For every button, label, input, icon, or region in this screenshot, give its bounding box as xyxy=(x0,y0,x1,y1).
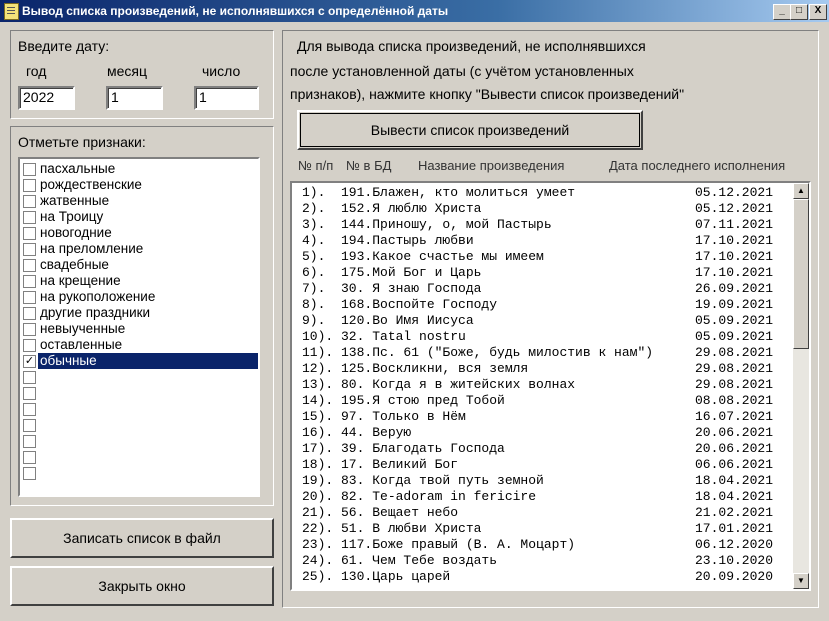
work-title: 13). 80. Когда я в житейских волнах xyxy=(302,377,576,392)
work-title: 24). 61. Чем Тебе воздать xyxy=(302,553,498,568)
work-row[interactable] xyxy=(302,361,788,377)
date-heading: Введите дату: xyxy=(18,38,110,54)
day-input[interactable]: 1 xyxy=(194,86,259,110)
work-date: 16.07.2021 xyxy=(695,409,774,424)
instruction-line-3: признаков), нажмите кнопку "Вывести список произведений" xyxy=(290,86,685,102)
work-title: 25). 130.Царь царей xyxy=(302,569,451,584)
work-date: 19.09.2021 xyxy=(695,297,774,312)
work-title: 16). 44. Верую xyxy=(302,425,412,440)
work-row[interactable] xyxy=(302,425,788,441)
checkbox-icon[interactable] xyxy=(23,211,36,224)
month-input[interactable]: 1 xyxy=(106,86,163,110)
feature-item[interactable] xyxy=(22,401,258,417)
work-date: 23.10.2020 xyxy=(695,553,774,568)
checkbox-icon[interactable] xyxy=(23,323,36,336)
work-title: 19). 83. Когда твой путь земной xyxy=(302,473,544,488)
work-row[interactable] xyxy=(302,329,788,345)
work-title: 9). 120.Во Имя Иисуса xyxy=(302,313,474,328)
feature-item-label: новогодние xyxy=(40,225,112,240)
work-row[interactable] xyxy=(302,409,788,425)
feature-item[interactable] xyxy=(22,465,258,481)
work-date: 07.11.2021 xyxy=(695,217,774,232)
work-date: 05.12.2021 xyxy=(695,201,774,216)
work-title: 5). 193.Какое счастье мы имеем xyxy=(302,249,544,264)
close-button[interactable]: X xyxy=(809,4,827,20)
feature-item[interactable] xyxy=(22,337,258,353)
column-date: Дата последнего исполнения xyxy=(609,158,786,173)
work-row[interactable] xyxy=(302,537,788,553)
feature-item[interactable] xyxy=(22,177,258,193)
work-row[interactable] xyxy=(302,521,788,537)
instruction-line-1: Для вывода списка произведений, не исполнявшихся xyxy=(297,38,646,54)
work-title: 3). 144.Приношу, о, мой Пастырь xyxy=(302,217,552,232)
work-title: 22). 51. В любви Христа xyxy=(302,521,482,536)
work-date: 20.06.2021 xyxy=(695,425,774,440)
scroll-up-icon[interactable]: ▲ xyxy=(793,183,809,199)
checkbox-icon[interactable] xyxy=(23,451,36,464)
close-window-button[interactable]: Закрыть окно xyxy=(10,566,274,606)
work-row[interactable] xyxy=(302,249,788,265)
scroll-thumb[interactable] xyxy=(793,199,809,349)
work-date: 21.02.2021 xyxy=(695,505,774,520)
work-title: 8). 168.Воспойте Господу xyxy=(302,297,498,312)
feature-item[interactable] xyxy=(22,385,258,401)
work-row[interactable] xyxy=(302,489,788,505)
feature-item[interactable] xyxy=(22,417,258,433)
feature-item[interactable] xyxy=(22,209,258,225)
work-date: 26.09.2021 xyxy=(695,281,774,296)
work-title: 20). 82. Te-adoram in fericire xyxy=(302,489,537,504)
feature-item-label: невыученные xyxy=(40,321,126,336)
maximize-button[interactable]: □ xyxy=(790,4,808,20)
column-db: № в БД xyxy=(346,158,392,173)
feature-item-label: на рукоположение xyxy=(40,289,156,304)
feature-item[interactable] xyxy=(22,257,258,273)
work-date: 17.10.2021 xyxy=(695,249,774,264)
work-row[interactable] xyxy=(302,233,788,249)
feature-item-label: на преломление xyxy=(40,241,144,256)
checkbox-icon[interactable] xyxy=(23,275,36,288)
work-row[interactable] xyxy=(302,201,788,217)
work-row[interactable] xyxy=(302,569,788,585)
show-list-button[interactable]: Вывести список произведений xyxy=(297,110,643,150)
feature-item[interactable] xyxy=(22,433,258,449)
scroll-down-icon[interactable]: ▼ xyxy=(793,573,809,589)
work-row[interactable] xyxy=(302,185,788,201)
work-title: 12). 125.Воскликни, вся земля xyxy=(302,361,529,376)
feature-item[interactable] xyxy=(22,273,258,289)
work-title: 18). 17. Великий Бог xyxy=(302,457,459,472)
feature-item-label: жатвенные xyxy=(40,193,110,208)
title-bar[interactable] xyxy=(0,0,829,22)
feature-item[interactable] xyxy=(22,241,258,257)
column-name: Название произведения xyxy=(418,158,565,173)
day-label: число xyxy=(202,63,241,79)
feature-item[interactable] xyxy=(22,305,258,321)
work-title: 10). 32. Tatal nostru xyxy=(302,329,466,344)
work-date: 05.12.2021 xyxy=(695,185,774,200)
checkbox-icon[interactable] xyxy=(23,467,36,480)
checkbox-icon[interactable] xyxy=(23,339,36,352)
feature-item[interactable] xyxy=(22,369,258,385)
work-row[interactable] xyxy=(302,281,788,297)
work-title: 2). 152.Я люблю Христа xyxy=(302,201,482,216)
work-date: 29.08.2021 xyxy=(695,377,774,392)
feature-item-label: пасхальные xyxy=(40,161,116,176)
work-title: 15). 97. Только в Нём xyxy=(302,409,466,424)
work-row[interactable] xyxy=(302,217,788,233)
feature-item-label: на крещение xyxy=(40,273,121,288)
work-date: 06.12.2020 xyxy=(695,537,774,552)
feature-item[interactable] xyxy=(22,161,258,177)
checkbox-icon[interactable] xyxy=(23,227,36,240)
checked-checkbox-icon[interactable]: ✓ xyxy=(24,355,35,367)
work-title: 6). 175.Мой Бог и Царь xyxy=(302,265,482,280)
work-title: 1). 191.Блажен, кто молиться умеет xyxy=(302,185,576,200)
checkbox-icon[interactable] xyxy=(23,179,36,192)
work-row[interactable] xyxy=(302,377,788,393)
checkbox-icon[interactable] xyxy=(23,435,36,448)
work-row[interactable] xyxy=(302,473,788,489)
work-date: 29.08.2021 xyxy=(695,361,774,376)
work-date: 05.09.2021 xyxy=(695,329,774,344)
work-row[interactable] xyxy=(302,441,788,457)
work-title: 23). 117.Боже правый (В. А. Моцарт) xyxy=(302,537,576,552)
work-date: 18.04.2021 xyxy=(695,489,774,504)
features-heading: Отметьте признаки: xyxy=(18,134,146,150)
checkbox-icon[interactable] xyxy=(23,387,36,400)
work-title: 4). 194.Пастырь любви xyxy=(302,233,474,248)
work-title: 14). 195.Я стою пред Тобой xyxy=(302,393,505,408)
work-date: 08.08.2021 xyxy=(695,393,774,408)
work-date: 17.01.2021 xyxy=(695,521,774,536)
year-label: год xyxy=(26,63,47,79)
checkbox-icon[interactable] xyxy=(23,371,36,384)
work-date: 05.09.2021 xyxy=(695,313,774,328)
work-date: 17.10.2021 xyxy=(695,265,774,280)
work-row[interactable] xyxy=(302,505,788,521)
work-row[interactable] xyxy=(302,265,788,281)
work-title: 11). 138.Пс. 61 ("Боже, будь милостив к нам") xyxy=(302,345,654,360)
works-scrollbar[interactable] xyxy=(793,183,809,589)
column-num: № п/п xyxy=(298,158,334,173)
instruction-line-2: после установленной даты (с учётом установленных xyxy=(290,63,634,79)
work-row[interactable] xyxy=(302,553,788,569)
works-list[interactable] xyxy=(290,181,811,591)
feature-item[interactable] xyxy=(22,289,258,305)
feature-item-label: свадебные xyxy=(40,257,109,272)
minimize-button[interactable]: _ xyxy=(773,4,791,20)
month-label: месяц xyxy=(107,63,148,79)
work-date: 06.06.2021 xyxy=(695,457,774,472)
checkbox-icon[interactable] xyxy=(23,195,36,208)
feature-item[interactable] xyxy=(22,321,258,337)
work-row[interactable] xyxy=(302,345,788,361)
work-title: 7). 30. Я знаю Господа xyxy=(302,281,482,296)
checkbox-icon[interactable] xyxy=(23,243,36,256)
features-checklist[interactable] xyxy=(18,157,260,497)
work-row[interactable] xyxy=(302,457,788,473)
checkbox-icon[interactable] xyxy=(23,291,36,304)
work-row[interactable] xyxy=(302,297,788,313)
year-input[interactable]: 2022 xyxy=(18,86,75,110)
work-row[interactable] xyxy=(302,313,788,329)
work-date: 29.08.2021 xyxy=(695,345,774,360)
work-date: 20.06.2021 xyxy=(695,441,774,456)
feature-item[interactable] xyxy=(22,225,258,241)
save-to-file-button[interactable]: Записать список в файл xyxy=(10,518,274,558)
checkbox-icon[interactable] xyxy=(23,307,36,320)
feature-item-label: рождественские xyxy=(40,177,142,192)
work-title: 21). 56. Вещает небо xyxy=(302,505,459,520)
feature-item-label: другие праздники xyxy=(40,305,151,320)
window-title: Вывод списка произведений, не исполнявшихся с определённой даты xyxy=(22,4,449,18)
checkbox-icon[interactable] xyxy=(23,163,36,176)
feature-item[interactable] xyxy=(22,449,258,465)
feature-item[interactable] xyxy=(22,193,258,209)
feature-item-label: обычные xyxy=(38,353,258,369)
feature-item-label: на Троицу xyxy=(40,209,104,224)
work-date: 20.09.2020 xyxy=(695,569,774,584)
work-date: 18.04.2021 xyxy=(695,473,774,488)
work-row[interactable] xyxy=(302,393,788,409)
feature-item-label: оставленные xyxy=(40,337,123,352)
checkbox-icon[interactable] xyxy=(23,259,36,272)
checkbox-icon[interactable] xyxy=(23,403,36,416)
app-icon xyxy=(4,3,19,20)
work-date: 17.10.2021 xyxy=(695,233,774,248)
feature-item[interactable] xyxy=(22,353,258,369)
checkbox-icon[interactable] xyxy=(23,419,36,432)
work-title: 17). 39. Благодать Господа xyxy=(302,441,505,456)
